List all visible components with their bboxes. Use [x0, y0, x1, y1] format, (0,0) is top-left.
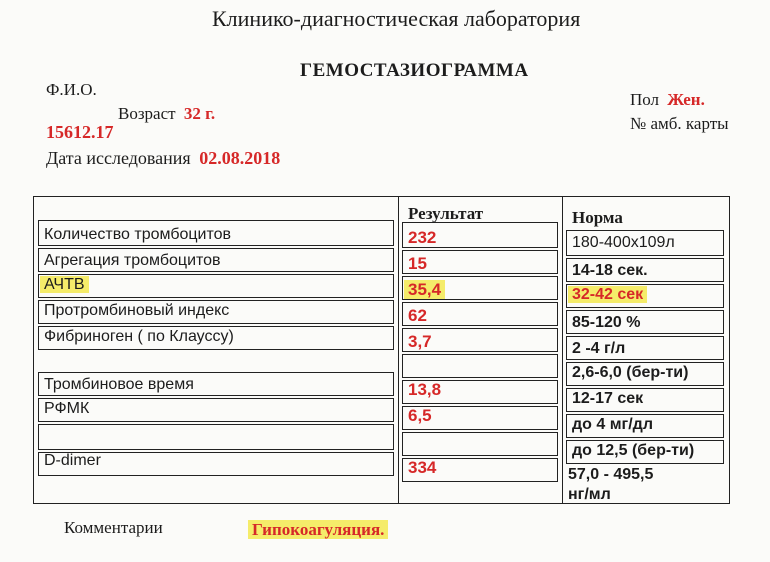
table-row-box	[38, 424, 394, 450]
table-divider	[562, 196, 563, 504]
comment-value: Гипокоагуляция.	[248, 520, 388, 540]
row-label-platelet-count: Количество тромбоцитов	[44, 226, 232, 243]
column-header-result: Результат	[408, 204, 484, 223]
lab-title: Клинико-диагностическая лаборатория	[212, 6, 581, 31]
result-platelet-count: 232	[408, 228, 437, 247]
amb-card-label: № амб. карты	[630, 114, 729, 133]
row-label-aptt: АЧТВ	[40, 276, 89, 294]
row-label-thrombin-time: Тромбиновое время	[44, 376, 194, 393]
row-label-d-dimer: D-dimer	[44, 452, 101, 469]
sex-line	[630, 90, 705, 110]
result-aptt: 35,4	[404, 280, 445, 300]
norm-d-dimer: 57,0 - 495,5	[568, 466, 654, 483]
norm-platelet-aggregation: 14-18 сек.	[572, 262, 648, 279]
norm-fibrinogen: 2 -4 г/л	[572, 340, 626, 357]
result-thrombin-time: 13,8	[408, 380, 442, 399]
fio-label: Ф.И.О.	[46, 80, 97, 99]
result-rfmk: 6,5	[408, 406, 432, 425]
result-cell-box	[402, 354, 558, 378]
age-line	[118, 104, 215, 124]
date-value: 02.08.2018	[199, 148, 281, 168]
date-line	[46, 148, 280, 169]
sex-label: Пол	[630, 90, 660, 109]
table-divider	[398, 196, 399, 504]
norm-rfmk: до 4 мг/дл	[572, 416, 653, 433]
result-fibrinogen: 3,7	[408, 332, 432, 351]
document-title: ГЕМОСТАЗИОГРАММА	[300, 60, 529, 81]
result-d-dimer: 334	[408, 458, 437, 477]
row-label-prothrombin-index: Протромбиновый индекс	[44, 302, 230, 319]
norm-thrombin-time: 12-17 сек	[572, 390, 644, 407]
comment-label: Комментарии	[64, 518, 163, 537]
row-label-rfmk: РФМК	[44, 400, 90, 417]
row-label-platelet-aggregation: Агрегация тромбоцитов	[44, 252, 221, 269]
norm-rfmk-pregnancy: до 12,5 (бер-ти)	[572, 442, 695, 459]
column-header-norm: Норма	[572, 208, 623, 227]
result-prothrombin-index: 62	[408, 306, 427, 325]
age-value: 32 г.	[183, 104, 216, 123]
norm-aptt: 32-42 сек	[568, 286, 647, 304]
row-label-fibrinogen: Фибриноген ( по Клауссу)	[44, 328, 234, 345]
norm-fibrinogen-pregnancy: 2,6-6,0 (бер-ти)	[572, 364, 689, 381]
norm-d-dimer-unit: нг/мл	[568, 486, 611, 503]
sex-value: Жен.	[667, 90, 705, 109]
norm-prothrombin-index: 85-120 %	[572, 314, 641, 331]
age-label: Возраст	[118, 104, 176, 123]
result-platelet-aggregation: 15	[408, 254, 427, 273]
card-number: 15612.17	[46, 122, 114, 142]
table-row-box	[38, 398, 394, 422]
table-row-box	[38, 274, 394, 298]
date-label: Дата исследования	[46, 148, 191, 168]
norm-platelet-count: 180-400х109л	[572, 234, 675, 251]
result-cell-box	[402, 432, 558, 456]
